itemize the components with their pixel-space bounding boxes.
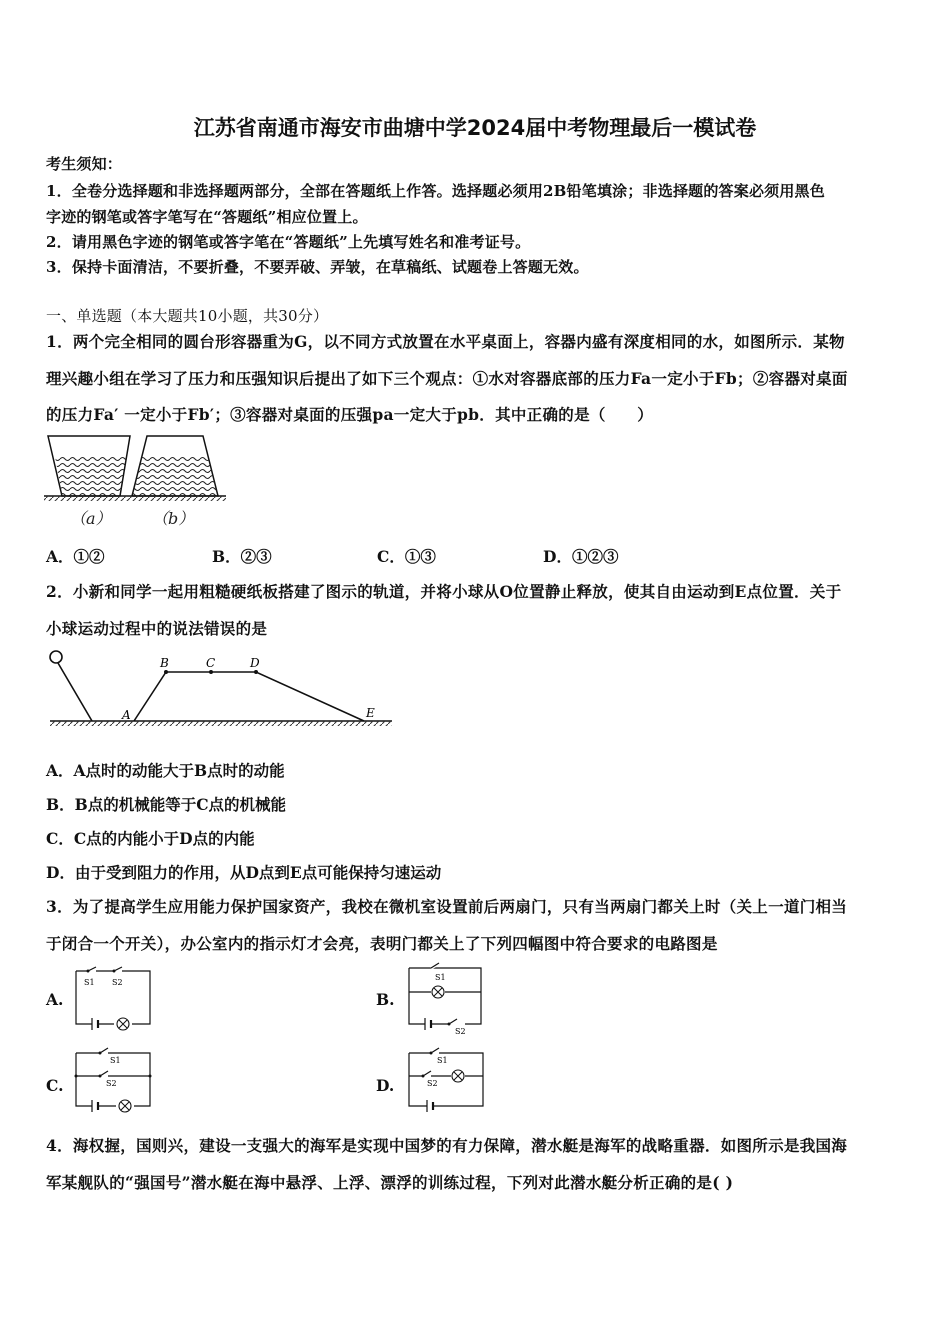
q2-option-d[interactable]: D．由于受到阻力的作用，从D点到E点可能保持匀速运动 — [46, 863, 442, 882]
q3-text-line: 于闭合一个开关），办公室内的指示灯才会亮，表明门都关上了下列四幅图中符合要求的电路图是 — [46, 934, 718, 953]
switch-s2-label: S2 — [427, 1079, 438, 1088]
notice-line: 2．请用黑色字迹的钢笔或答字笔在“答题纸”上先填写姓名和准考证号。 — [46, 233, 531, 251]
q1-option-a[interactable]: A．①② — [46, 547, 105, 566]
q2-text-line: 2．小新和同学一起用粗糙硬纸板搭建了图示的轨道，并将小球从O位置静止释放，使其自由运动到E点位置．关于 — [46, 582, 842, 601]
switch-s1-label: S1 — [110, 1056, 121, 1065]
switch-s2-label: S2 — [455, 1027, 466, 1036]
q1-option-c[interactable]: C．①③ — [377, 547, 436, 566]
point-label-b: B — [160, 656, 169, 670]
q3-option-c[interactable]: C. — [46, 1076, 64, 1095]
q2-option-b[interactable]: B．B点的机械能等于C点的机械能 — [46, 795, 287, 814]
q1-option-b[interactable]: B．②③ — [212, 547, 272, 566]
switch-s2-label: S2 — [112, 978, 123, 987]
q3-option-d[interactable]: D. — [376, 1076, 395, 1095]
notice-line: 1．全卷分选择题和非选择题两部分，全部在答题纸上作答。选择题必须用2B铅笔填涂；非选择题的答案必须用黑色 — [46, 182, 825, 200]
switch-s1-label: S1 — [437, 1056, 448, 1065]
ball — [50, 651, 62, 663]
circuit-c — [72, 1050, 154, 1112]
page-title: 江苏省南通市海安市曲塘中学2024届中考物理最后一模试卷 — [193, 116, 757, 140]
circuit-d — [405, 1050, 487, 1112]
q1-option-d[interactable]: D．①②③ — [543, 547, 619, 566]
notice-heading: 考生须知： — [46, 155, 123, 173]
circuit-b — [405, 964, 485, 1036]
q3-option-b[interactable]: B. — [376, 990, 395, 1009]
section-heading: 一、单选题（本大题共10小题，共30分） — [46, 307, 329, 325]
q1-text-line: 理兴趣小组在学习了压力和压强知识后提出了如下三个观点：①水对容器底部的压力Fa一定小于Fb；②容器对桌面 — [46, 369, 848, 388]
q4-text-line: 4．海权握，国则兴，建设一支强大的海军是实现中国梦的有力保障，潜水艇是海军的战略重器．如图所示是我国海 — [46, 1136, 848, 1155]
switch-s2-label: S2 — [106, 1079, 117, 1088]
q1-text-line: 1．两个完全相同的圆台形容器重为G，以不同方式放置在水平桌面上，容器内盛有深度相同的水，如图所示．某物 — [46, 332, 845, 351]
q1-text-line: 的压力Fa′ 一定小于Fb′；③容器对桌面的压强pa一定大于pb．其中正确的是（ ） — [46, 405, 654, 424]
notice-line: 字迹的钢笔或答字笔写在“答题纸”相应位置上。 — [46, 208, 368, 226]
point-label-d: D — [250, 656, 260, 670]
point-label-c: C — [206, 656, 216, 670]
q3-text-line: 3．为了提高学生应用能力保护国家资产，我校在微机室设置前后两扇门，只有当两扇门都关上时（关上一道门相当 — [46, 897, 848, 916]
switch-s1-label: S1 — [84, 978, 95, 987]
point-label-a: A — [122, 708, 131, 722]
q3-option-a[interactable]: A. — [46, 990, 64, 1009]
fig-label-a: （a） — [70, 509, 112, 528]
q2-option-c[interactable]: C．C点的内能小于D点的内能 — [46, 829, 255, 848]
circuit-a — [72, 966, 154, 1030]
q2-text-line: 小球运动过程中的说法错误的是 — [46, 619, 268, 638]
point-label-e: E — [366, 706, 375, 720]
q4-text-line: 军某舰队的“强国号”潜水艇在海中悬浮、上浮、漂浮的训练过程，下列对此潜水艇分析正确的是( ) — [46, 1173, 734, 1192]
fig-label-b: （b） — [152, 509, 195, 528]
q1-figure — [40, 432, 230, 532]
switch-s1-label: S1 — [435, 973, 446, 982]
q2-track-figure — [46, 646, 396, 732]
q2-option-a[interactable]: A．A点时的动能大于B点时的动能 — [46, 761, 285, 780]
notice-line: 3．保持卡面清洁，不要折叠，不要弄破、弄皱，在草稿纸、试题卷上答题无效。 — [46, 258, 589, 276]
